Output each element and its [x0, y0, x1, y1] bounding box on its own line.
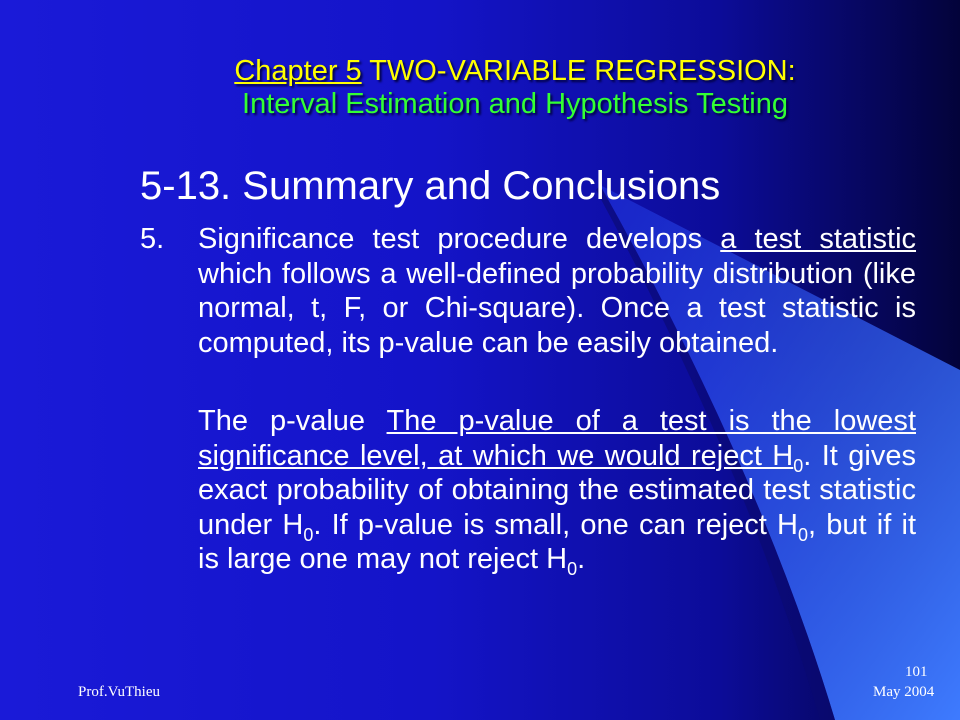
title-line-2: Interval Estimation and Hypothesis Testing: [242, 88, 788, 120]
slide-body: [140, 222, 916, 577]
p2-text-c: . If p-value is small, one can reject H: [313, 508, 798, 541]
item-paragraph-1: [198, 222, 916, 360]
section-heading: 5-13. Summary and Conclusions: [140, 164, 721, 208]
item-number: 5.: [140, 223, 165, 255]
p2-text-e: .: [577, 543, 586, 575]
footer-author: Prof.VuThieu: [78, 684, 161, 700]
p2-text-b: . It gives exact probability of obtaining the estimated test statistic under H: [198, 439, 916, 541]
subscript-0: 0: [793, 455, 804, 476]
p2-text-a: The p-value: [198, 405, 387, 437]
slide-title: [150, 55, 880, 121]
subscript-0: 0: [797, 524, 808, 545]
subscript-0: 0: [567, 558, 578, 579]
test-statistic-term: a test statistic: [720, 223, 917, 255]
p1-text-b: which follows a well-defined probability distribution (like normal, t, F, or Chi-square). Once a test statistic is computed, its p-value can be easily obtained.: [198, 257, 916, 359]
chapter-title: TWO-VARIABLE REGRESSION:: [361, 55, 796, 87]
p2-definition-text: The p-value of a test is the lowest significance level, at which we would reject H: [198, 405, 916, 472]
page-number: 101: [905, 664, 928, 680]
chapter-link[interactable]: Chapter 5: [234, 55, 362, 87]
item-paragraph-2: [198, 404, 916, 577]
list-item: [140, 222, 916, 360]
footer-date: May 2004: [873, 684, 935, 700]
p1-text-a: Significance test procedure develops: [198, 223, 721, 255]
title-line-1: [150, 55, 880, 88]
subscript-0: 0: [303, 524, 314, 545]
p2-text-d: , but if it is large one may not reject H: [198, 508, 916, 575]
